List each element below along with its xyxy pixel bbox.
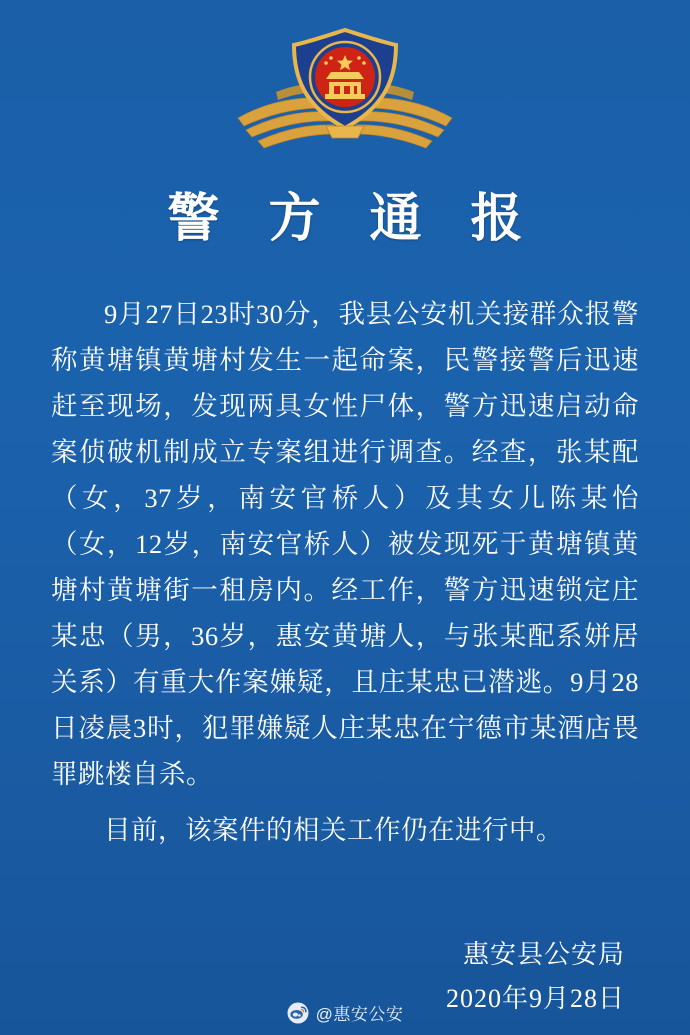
footer-attribution bbox=[0, 1000, 690, 1025]
page-title: 警 方 通 报 bbox=[167, 191, 541, 248]
issuing-organization: 惠安县公安局 bbox=[462, 940, 625, 969]
announcement-body bbox=[45, 291, 645, 859]
weibo-account-label: @惠安公安 bbox=[315, 1005, 404, 1024]
issue-date: 2020年9月28日 bbox=[445, 984, 625, 1013]
china-police-badge-icon bbox=[230, 22, 460, 162]
paragraph-2: 目前，该案件的相关工作仍在进行中。 bbox=[104, 815, 563, 845]
weibo-icon bbox=[287, 1002, 309, 1024]
paragraph-1: 9月27日23时30分，我县公安机关接群众报警称黄塘镇黄塘村发生一起命案，民警接警后迅速赶至现场，发现两具女性尸体，警方迅速启动命案侦破机制成立专案组进行调查。经查，张某配（女，37岁，南安官桥人）及其女儿陈某怡（女，12岁，南安官桥人）被发现死于黄塘镇黄塘村黄塘街一租房内。经工作，警方迅速锁定庄某忠（男，36岁，惠安黄塘人，与张某配系姘居关系）有重大作案嫌疑，且庄某忠已潜逃。9月28日凌晨3时，犯罪嫌疑人庄某忠在宁德市某酒店畏罪跳楼自杀。 bbox=[51, 299, 639, 789]
